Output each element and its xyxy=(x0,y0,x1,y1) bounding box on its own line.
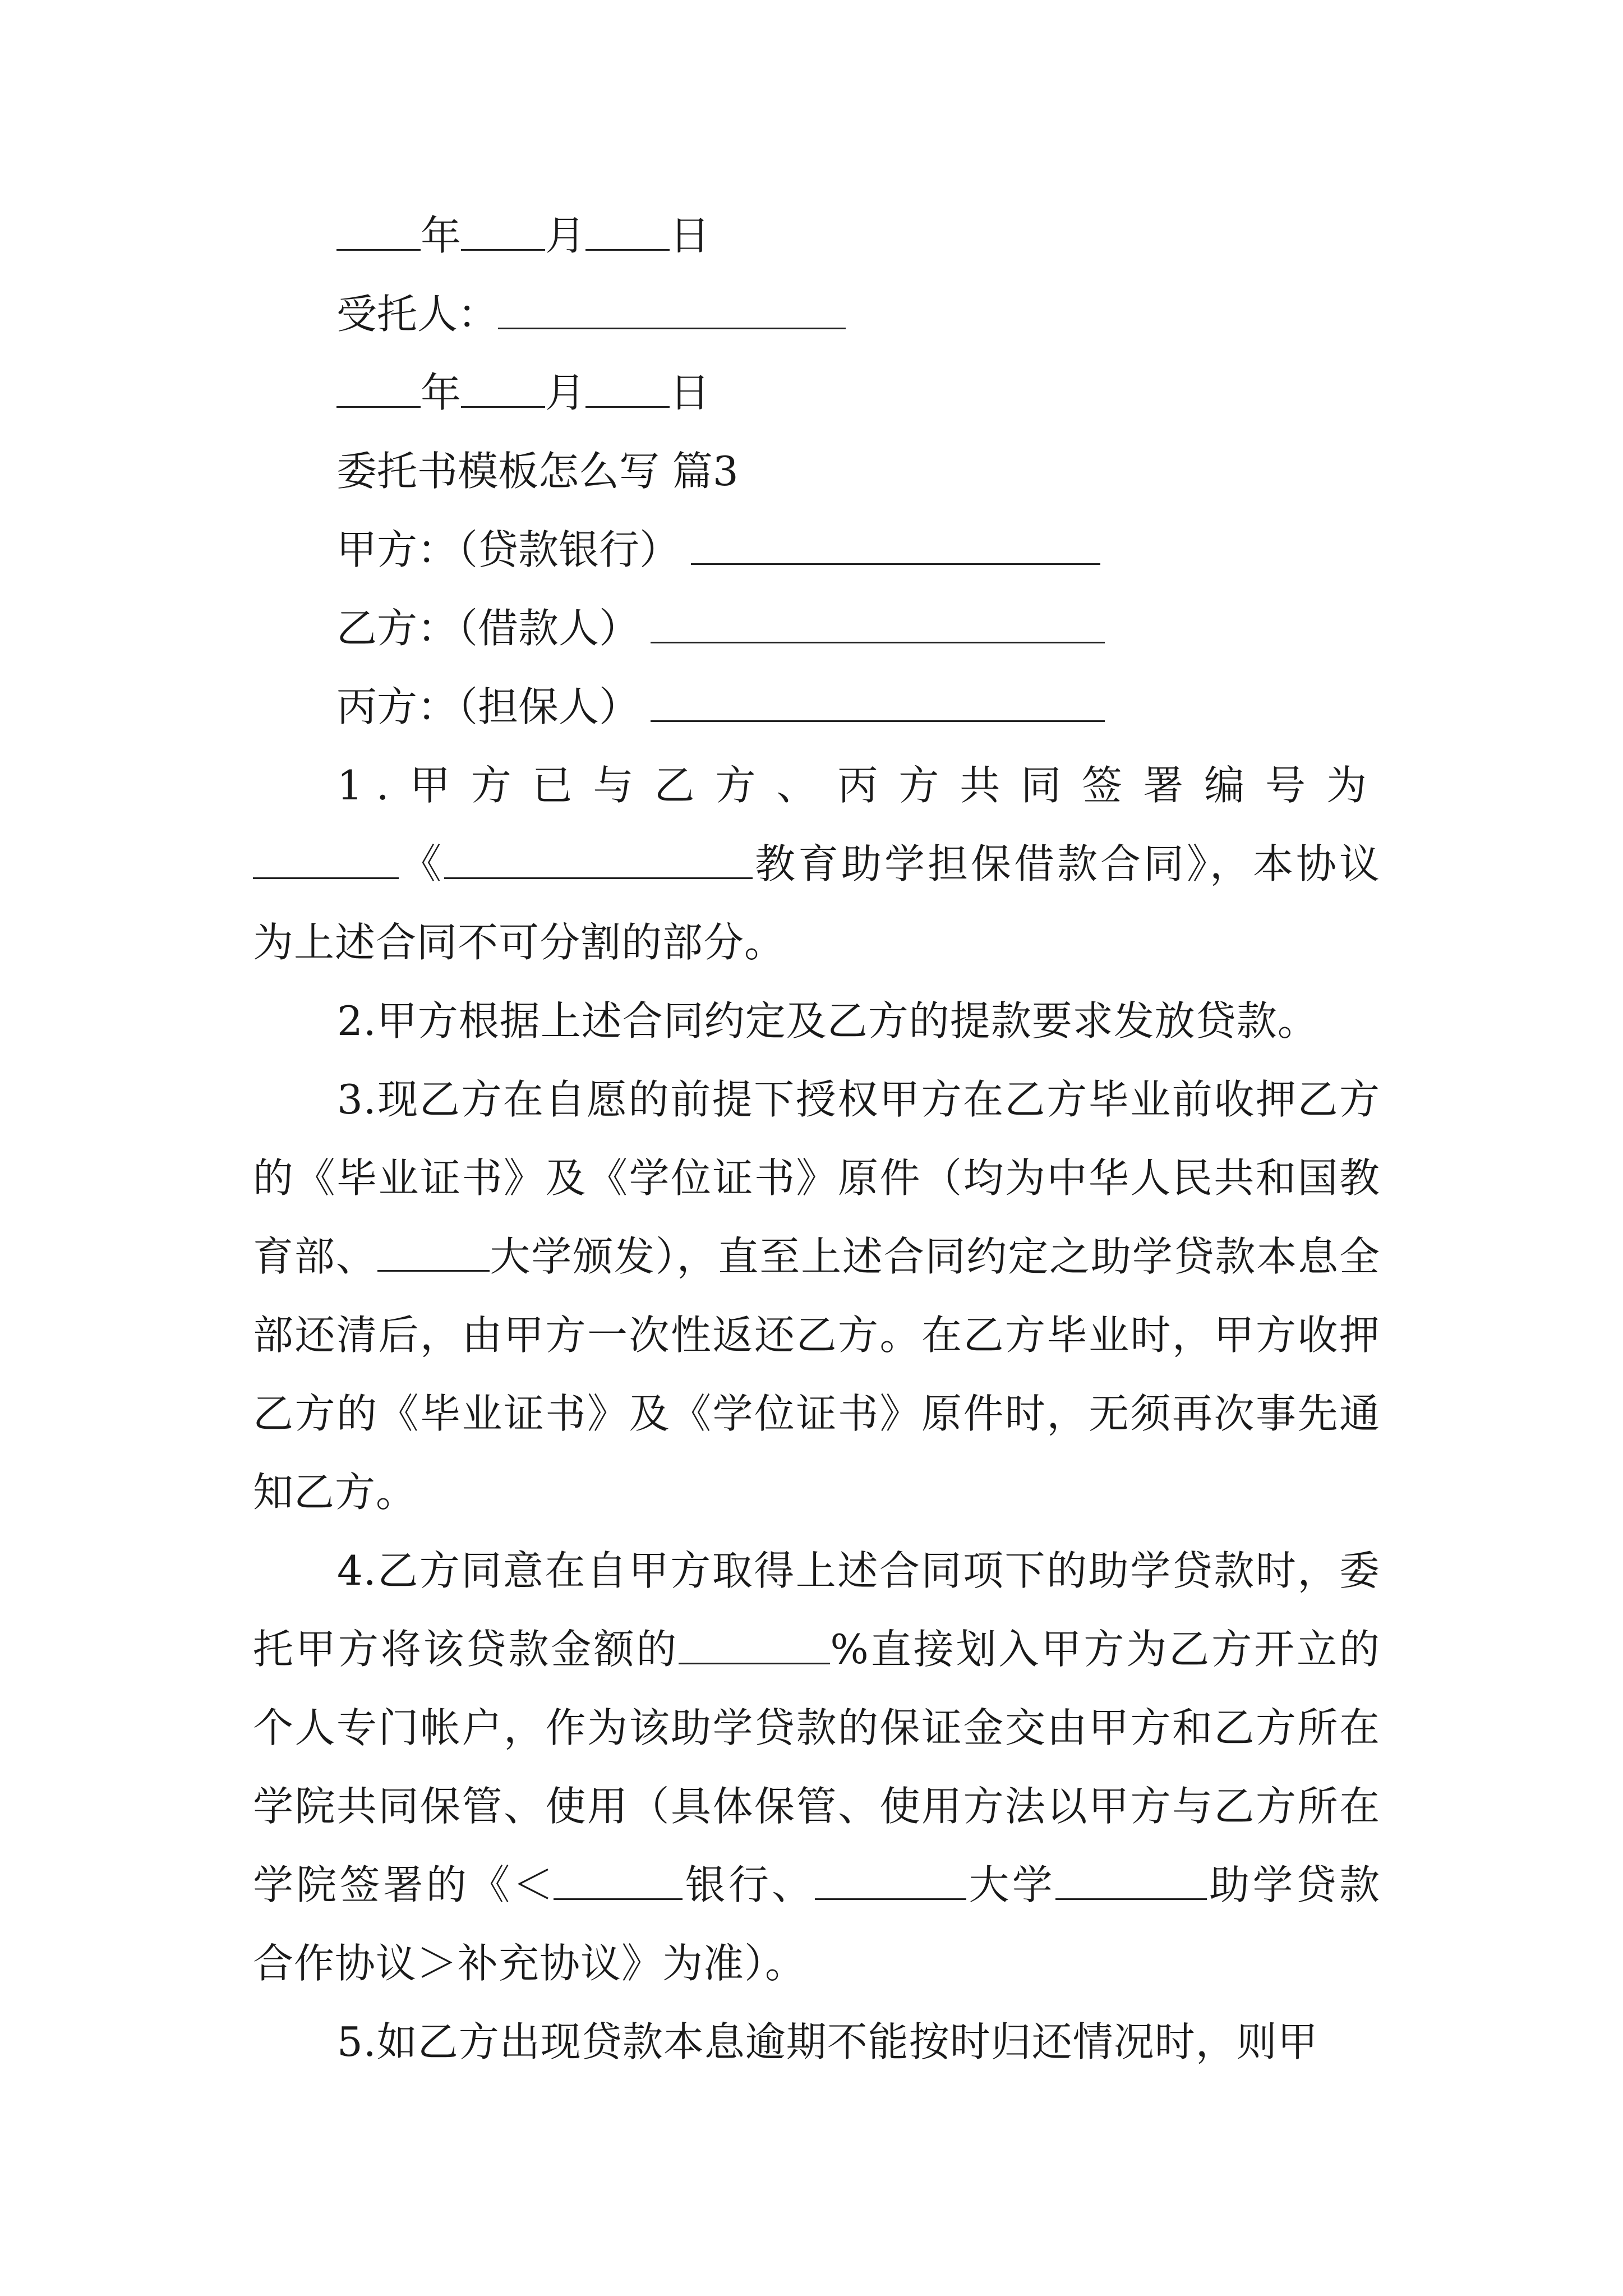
bank-blank xyxy=(554,1865,683,1900)
clause-4-text-e: 助学贷款合作协议＞补充协议》为准）。 xyxy=(253,1861,1380,1987)
contract-name-blank xyxy=(444,844,753,879)
party-a-blank xyxy=(691,530,1100,565)
month-label: 月 xyxy=(545,212,586,259)
party-c-line xyxy=(253,668,1380,746)
clause-5-text: 5.如乙方出现贷款本息逾期不能按时归还情况时，则甲 xyxy=(337,2018,1318,2065)
year-blank xyxy=(336,372,421,408)
clause-1-text-a: 1.甲方已与乙方、丙方共同签署编号为 xyxy=(337,762,1380,809)
trustee-blank xyxy=(498,294,846,329)
day-label: 日 xyxy=(670,369,711,416)
clause-4-text-a: 4.乙方同意在自甲方取得上述合同项下的助学贷款时，委托甲方将该贷款金额的 xyxy=(253,1547,1380,1673)
contract-number-blank xyxy=(253,844,399,879)
section-heading xyxy=(253,432,1380,510)
document-body xyxy=(253,196,1380,2081)
clause-2-text: 2.甲方根据上述合同约定及乙方的提款要求发放贷款。 xyxy=(337,997,1318,1045)
clause-5 xyxy=(253,2003,1380,2081)
percentage-blank xyxy=(679,1629,830,1664)
date-line-2 xyxy=(253,353,1380,432)
month-blank xyxy=(461,372,545,408)
heading-text: 委托书模板怎么写 篇3 xyxy=(336,448,739,495)
clause-4-text-c: 银行、 xyxy=(683,1861,815,1908)
clause-1-text-c: 教育助学担保借款合同》，本协议为上述合同不可分割的部分。 xyxy=(253,840,1380,966)
year-label: 年 xyxy=(421,212,462,259)
party-c-blank xyxy=(651,687,1105,722)
clause-3-text-a: 3.现乙方在自愿的前提下授权甲方在乙方毕业前收押乙方的《毕业证书》及《学位证书》原件（均为中华人民共和国教育部、 xyxy=(253,1076,1380,1280)
month-label: 月 xyxy=(545,369,586,416)
day-blank xyxy=(585,372,670,408)
day-blank xyxy=(585,215,670,251)
party-c-label: 丙方：（担保人） xyxy=(336,683,640,730)
clause-3-text-b: 大学颁发），直至上述合同约定之助学贷款本息全部还清后，由甲方一次性返还乙方。在乙方毕业时，甲方收押乙方的《毕业证书》及《学位证书》原件时，无须再次事先通知乙方。 xyxy=(253,1233,1380,1516)
agreement-blank xyxy=(1055,1865,1207,1900)
year-label: 年 xyxy=(421,369,462,416)
party-b-blank xyxy=(651,608,1105,643)
party-b-line xyxy=(253,589,1380,668)
clause-4 xyxy=(253,1531,1380,2003)
clause-1-text-b: 《 xyxy=(399,840,444,887)
clause-4-text-b: %直接划入甲方为乙方开立的个人专门帐户，作为该助学贷款的保证金交由甲方和乙方所在学院共同保管、使用（具体保管、使用方法以甲方与乙方所在学院签署的《＜ xyxy=(253,1626,1380,1908)
party-a-line xyxy=(253,510,1380,589)
month-blank xyxy=(461,215,545,251)
clause-1 xyxy=(253,746,1380,982)
trustee-line xyxy=(253,275,1380,353)
clause-4-text-d: 大学 xyxy=(966,1861,1056,1908)
party-a-label: 甲方：（贷款银行） xyxy=(336,526,680,573)
day-label: 日 xyxy=(670,212,711,259)
year-blank xyxy=(336,215,421,251)
clause-3 xyxy=(253,1060,1380,1531)
university-blank xyxy=(377,1236,490,1272)
date-line-1 xyxy=(253,196,1380,275)
clause-2 xyxy=(253,982,1380,1060)
party-b-label: 乙方：（借款人） xyxy=(336,605,640,652)
university-blank-2 xyxy=(815,1865,966,1900)
trustee-label: 受托人： xyxy=(336,291,499,338)
